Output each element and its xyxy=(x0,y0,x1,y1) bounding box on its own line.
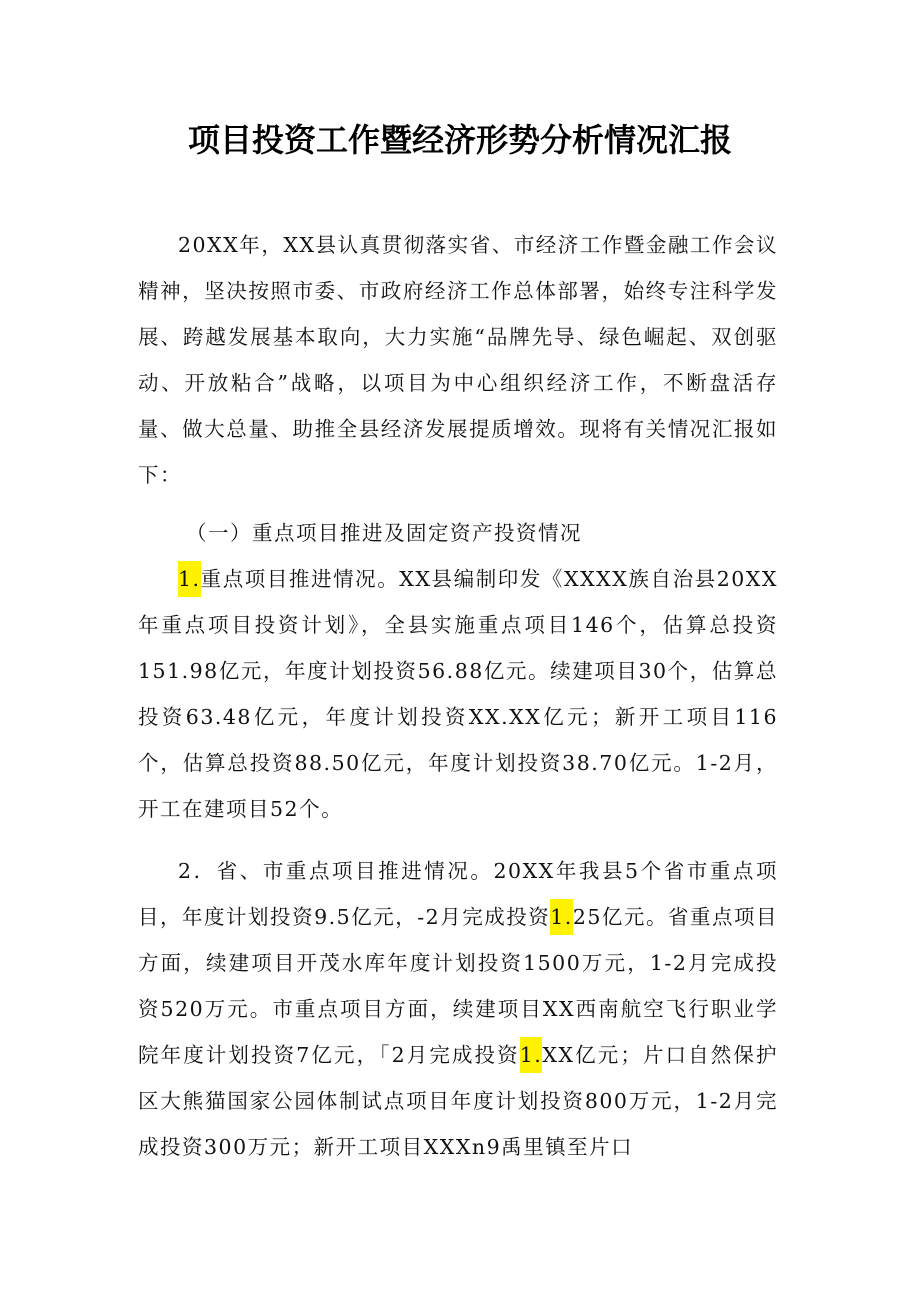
highlight-mark: 1. xyxy=(550,899,573,935)
item-2-paragraph xyxy=(138,848,778,1170)
item-1-text: 重点项目推进情况。XX县编制印发《XXXX族自治县20XX年重点项目投资计划》，全县实施重点项目146个，估算总投资151.98亿元，年度计划投资56.88亿元。续建项目30个，估算总投资63.48亿元，年度计划投资XX.XX亿元；新开工项目116个，估算总投资88.50亿元，年度计划投资38.70亿元。1-2月，开工在建项目52个。 xyxy=(138,567,778,821)
highlight-mark: 1. xyxy=(178,561,201,597)
section-heading: （一）重点项目推进及固定资产投资情况 xyxy=(186,521,582,545)
item-2-text-part3: XX亿元；片口自然保护区大熊猫国家公园体制试点项目年度计划投资800万元，1-2月完成投资300万元；新开工项目XXXn9禹里镇至片口 xyxy=(138,1043,778,1159)
document-title: 项目投资工作暨经济形势分析情况汇报 xyxy=(187,121,732,159)
highlight-mark: 1. xyxy=(520,1037,543,1073)
item-1-paragraph xyxy=(138,556,778,832)
item-2-text-part2: 25亿元。省重点项目方面，续建项目开茂水库年度计划投资1500万元，1-2月完成投资520万元。市重点项目方面，续建项目XX西南航空飞行职业学院年度计划投资7亿元，「2月完成投资 xyxy=(138,905,778,1067)
item-2-text-part1: 2．省、市重点项目推进情况。20XX年我县5个省市重点项目，年度计划投资9.5亿元，-2月完成投资 xyxy=(138,859,778,929)
intro-paragraph: 20XX年，XX县认真贯彻落实省、市经济工作暨金融工作会议精神，坚决按照市委、市政府经济工作总体部署，始终专注科学发展、跨越发展基本取向，大力实施“品牌先导、绿色崛起、双创驱动、开放粘合”战略，以项目为中心组织经济工作，不断盘活存量、做大总量、助推全县经济发展提质增效。现将有关情况汇报如下： xyxy=(138,233,778,487)
